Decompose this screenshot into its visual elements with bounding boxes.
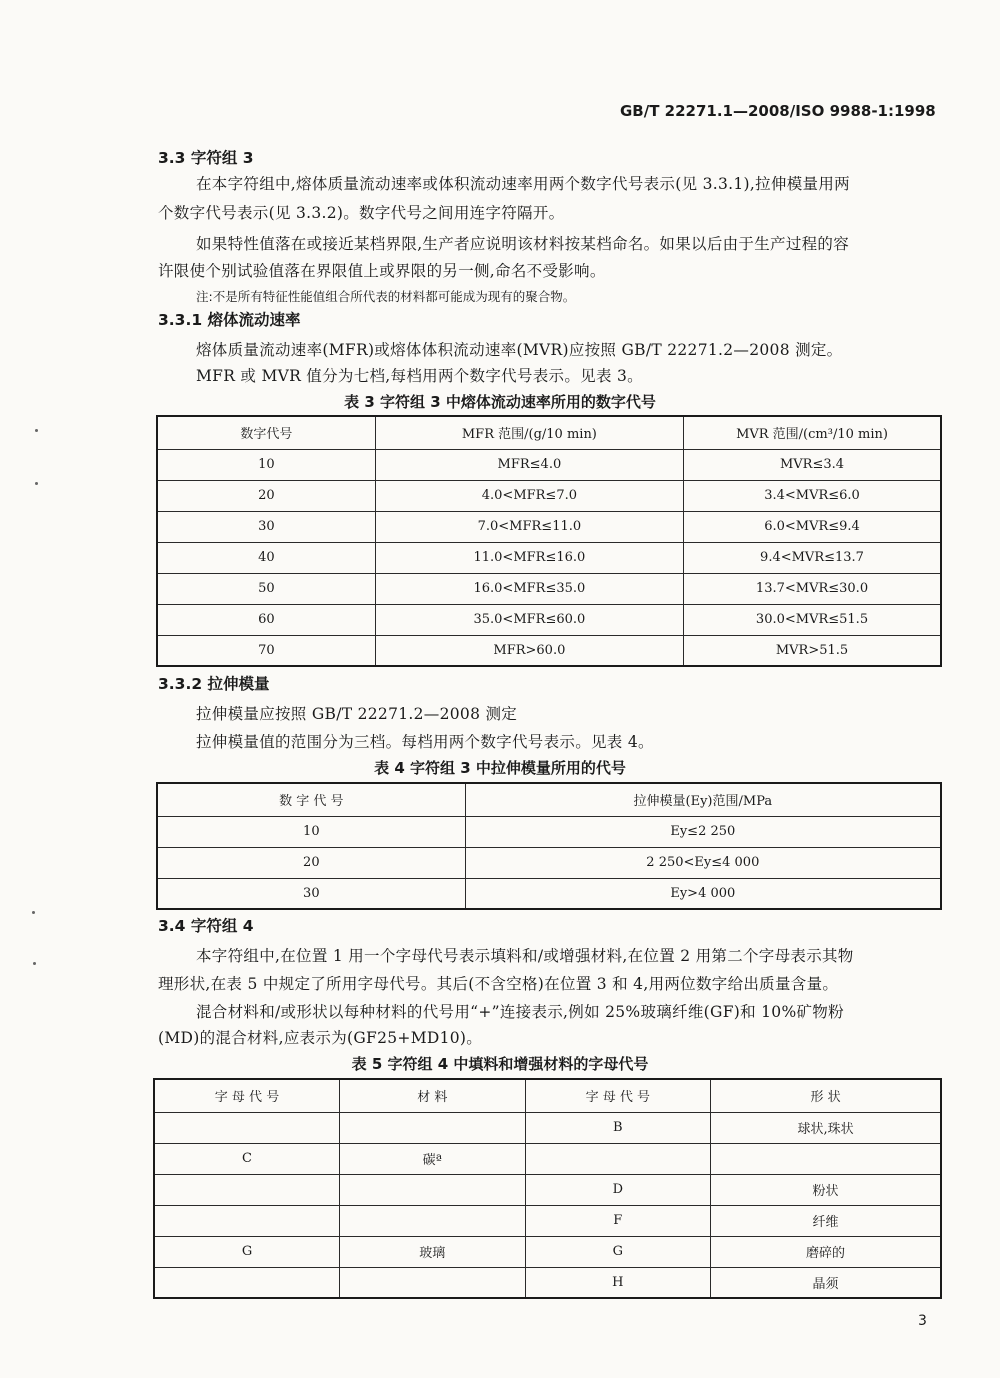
table-row [157, 604, 941, 635]
table-cell: 20 [157, 480, 375, 511]
table-cell: 30 [157, 511, 375, 542]
table-cell: 11.0<MFR≤16.0 [375, 542, 683, 573]
table-cell: 4.0<MFR≤7.0 [375, 480, 683, 511]
table-cell [340, 1267, 526, 1298]
table-cell: 纤维 [711, 1205, 941, 1236]
table-cell [340, 1174, 526, 1205]
table-cell [711, 1143, 941, 1174]
table5-caption: 表 5 字符组 4 中填料和增强材料的字母代号 [351, 1055, 649, 1073]
table-cell: 3.4<MVR≤6.0 [684, 480, 941, 511]
s332-para1: 拉伸模量应按照 GB/T 22271.2—2008 测定 [196, 705, 518, 723]
table-cell: Ey>4 000 [465, 878, 941, 909]
standard-number: GB/T 22271.1—2008/ISO 9988-1:1998 [620, 102, 936, 120]
table-cell: MVR≤3.4 [684, 449, 941, 480]
table-cell [154, 1267, 340, 1298]
table-cell: 球状,珠状 [711, 1112, 941, 1143]
page-number: 3 [918, 1313, 927, 1329]
table-cell [525, 1143, 711, 1174]
table-cell: G [154, 1236, 340, 1267]
table-cell: 粉状 [711, 1174, 941, 1205]
table-row [157, 878, 941, 909]
table-cell: 50 [157, 573, 375, 604]
table-row [154, 1112, 941, 1143]
table-cell: B [525, 1112, 711, 1143]
section-3-3-1-heading: 3.3.1 熔体流动速率 [158, 311, 301, 329]
table-cell: 16.0<MFR≤35.0 [375, 573, 683, 604]
s332-para2: 拉伸模量值的范围分为三档。每档用两个数字代号表示。见表 4。 [196, 733, 654, 751]
table-row [157, 847, 941, 878]
s331-para1: 熔体质量流动速率(MFR)或熔体体积流动速率(MVR)应按照 GB/T 22271.2—2008 测定。 [196, 341, 843, 359]
table-cell: MFR>60.0 [375, 635, 683, 666]
table-cell: 10 [157, 816, 465, 847]
table3-header-mvr: MVR 范围/(cm³/10 min) [684, 416, 941, 449]
table-cell: H [525, 1267, 711, 1298]
table4-header-code: 数 字 代 号 [157, 783, 465, 816]
section-3-3-heading: 3.3 字符组 3 [158, 149, 254, 167]
table-cell: 40 [157, 542, 375, 573]
table-cell: 30.0<MVR≤51.5 [684, 604, 941, 635]
table-cell: MFR≤4.0 [375, 449, 683, 480]
table-row [157, 542, 941, 573]
table-row [157, 480, 941, 511]
table-cell: 30 [157, 878, 465, 909]
table3 [156, 415, 942, 667]
scan-speck [33, 962, 36, 965]
table-cell: 35.0<MFR≤60.0 [375, 604, 683, 635]
table-cell: MVR>51.5 [684, 635, 941, 666]
table-cell: 7.0<MFR≤11.0 [375, 511, 683, 542]
table-cell: D [525, 1174, 711, 1205]
table-cell: C [154, 1143, 340, 1174]
table5-header-code1: 字 母 代 号 [154, 1079, 340, 1112]
table3-caption: 表 3 字符组 3 中熔体流动速率所用的数字代号 [344, 393, 656, 411]
table-row [157, 449, 941, 480]
table-row [154, 1205, 941, 1236]
s34-para2-line2: (MD)的混合材料,应表示为(GF25+MD10)。 [158, 1029, 483, 1047]
table-cell: 70 [157, 635, 375, 666]
table5-header-material: 材 料 [340, 1079, 526, 1112]
table-row [154, 1174, 941, 1205]
scan-speck [32, 911, 35, 914]
s34-para1-line2: 理形状,在表 5 中规定了所用字母代号。其后(不含空格)在位置 3 和 4,用两位数字给出质量含量。 [158, 975, 839, 993]
table-cell: 13.7<MVR≤30.0 [684, 573, 941, 604]
table-row [157, 511, 941, 542]
s33-para1-line2: 个数字代号表示(见 3.3.2)。数字代号之间用连字符隔开。 [158, 204, 565, 222]
s33-note: 注:不是所有特征性能值组合所代表的材料都可能成为现有的聚合物。 [196, 289, 576, 304]
table-row [157, 573, 941, 604]
section-3-4-heading: 3.4 字符组 4 [158, 917, 254, 935]
table-cell [154, 1174, 340, 1205]
table4-caption: 表 4 字符组 3 中拉伸模量所用的代号 [374, 759, 626, 777]
table-cell: 碳ª [340, 1143, 526, 1174]
table-cell: 玻璃 [340, 1236, 526, 1267]
table4 [156, 782, 942, 910]
table-cell: 2 250<Ey≤4 000 [465, 847, 941, 878]
table-cell: 6.0<MVR≤9.4 [684, 511, 941, 542]
table-cell: 晶须 [711, 1267, 941, 1298]
s33-para1-line1: 在本字符组中,熔体质量流动速率或体积流动速率用两个数字代号表示(见 3.3.1),拉伸模量用两 [196, 175, 850, 193]
section-3-3-2-heading: 3.3.2 拉伸模量 [158, 675, 270, 693]
s331-para2: MFR 或 MVR 值分为七档,每档用两个数字代号表示。见表 3。 [196, 367, 643, 385]
table5 [153, 1078, 942, 1299]
s34-para1-line1: 本字符组中,在位置 1 用一个字母代号表示填料和/或增强材料,在位置 2 用第二个字母表示其物 [196, 947, 854, 965]
table-row [154, 1236, 941, 1267]
s33-para2-line2: 许限使个别试验值落在界限值上或界限的另一侧,命名不受影响。 [158, 262, 606, 280]
table-cell: G [525, 1236, 711, 1267]
table-cell [154, 1112, 340, 1143]
table-cell: Ey≤2 250 [465, 816, 941, 847]
table5-header-shape: 形 状 [711, 1079, 941, 1112]
table-cell [340, 1205, 526, 1236]
table4-header-modulus: 拉伸模量(Ey)范围/MPa [465, 783, 941, 816]
scan-speck [35, 482, 38, 485]
s34-para2-line1: 混合材料和/或形状以每种材料的代号用“+”连接表示,例如 25%玻璃纤维(GF)和 10%矿物粉 [196, 1003, 844, 1021]
table-row [154, 1267, 941, 1298]
table-cell: 60 [157, 604, 375, 635]
s33-para2-line1: 如果特性值落在或接近某档界限,生产者应说明该材料按某档命名。如果以后由于生产过程的容 [196, 235, 850, 253]
table-row [157, 816, 941, 847]
table-row [157, 635, 941, 666]
table-cell: 磨碎的 [711, 1236, 941, 1267]
table5-header-code2: 字 母 代 号 [525, 1079, 711, 1112]
table-cell: 9.4<MVR≤13.7 [684, 542, 941, 573]
scan-speck [35, 429, 38, 432]
table-cell: 10 [157, 449, 375, 480]
table-cell: F [525, 1205, 711, 1236]
table-cell [154, 1205, 340, 1236]
table-row [154, 1143, 941, 1174]
table-cell: 20 [157, 847, 465, 878]
table3-header-code: 数字代号 [157, 416, 375, 449]
table-cell [340, 1112, 526, 1143]
table3-header-mfr: MFR 范围/(g/10 min) [375, 416, 683, 449]
